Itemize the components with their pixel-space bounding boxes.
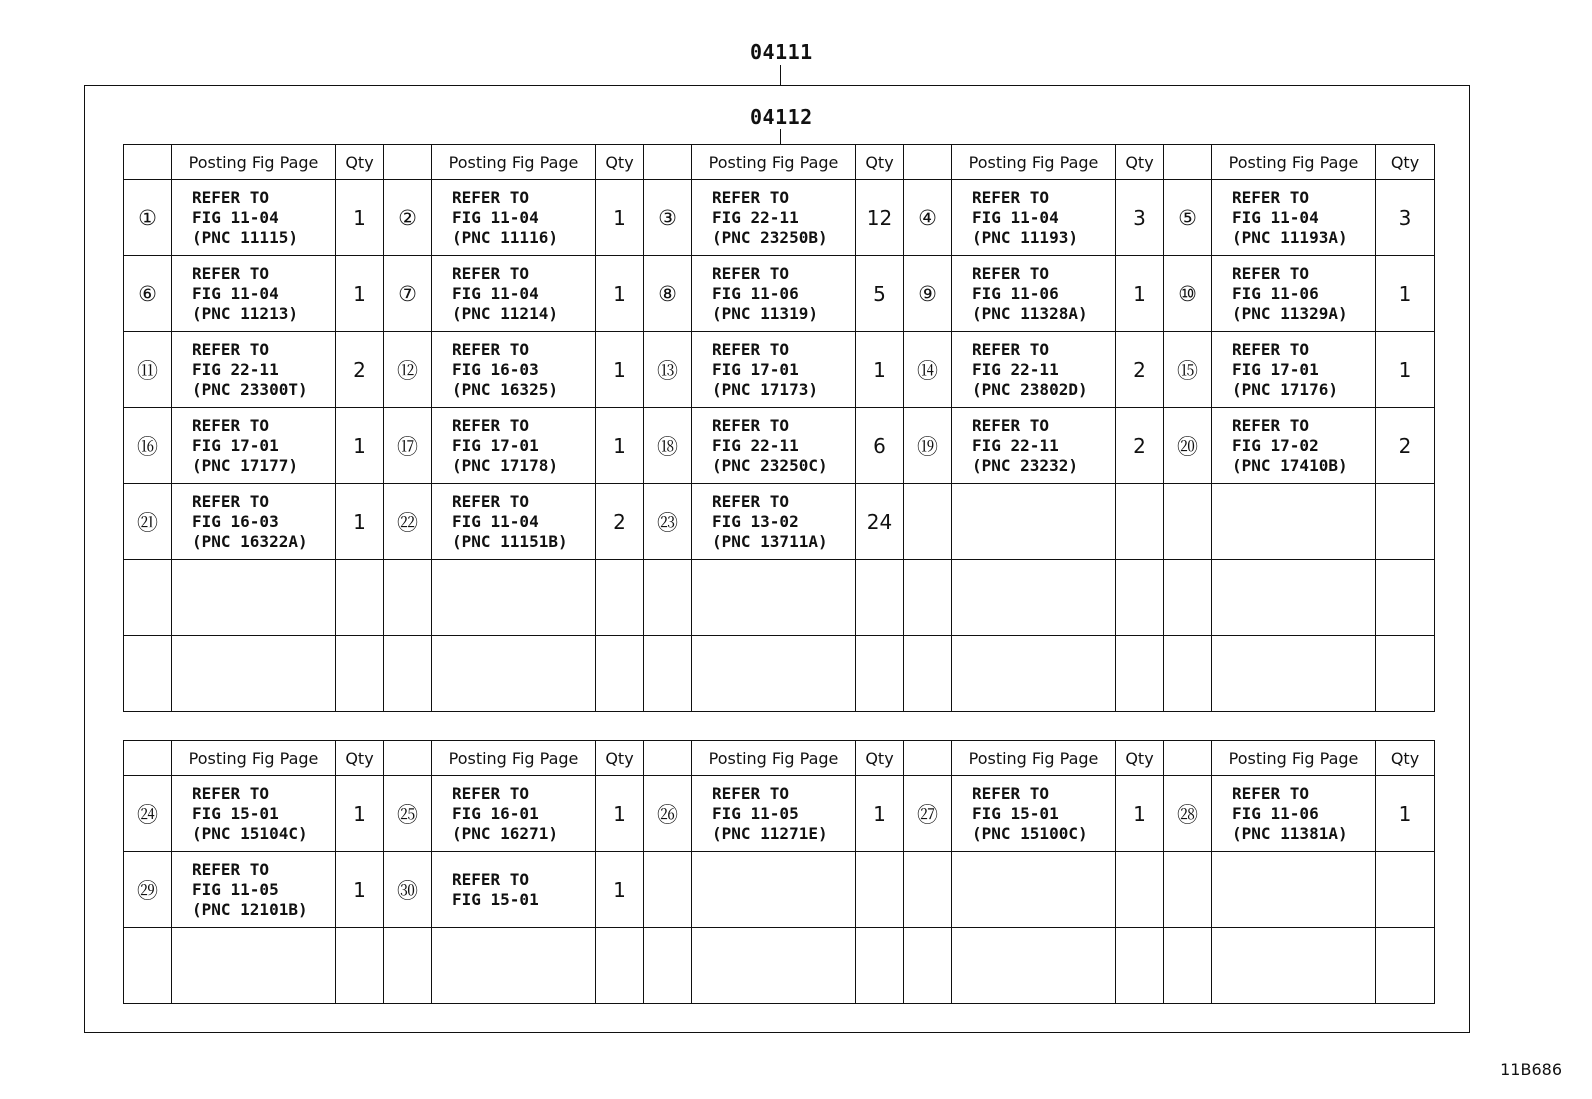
reference-line: (PNC 17177)	[192, 455, 298, 475]
reference-line: (PNC 11115)	[192, 227, 298, 247]
quantity: 1	[336, 484, 384, 560]
posting-reference	[952, 332, 1116, 408]
ref-number: ⑧	[644, 256, 692, 332]
posting-reference	[172, 256, 336, 332]
posting-reference	[692, 852, 856, 928]
reference-line: FIG 15-01	[192, 803, 279, 823]
quantity: 1	[336, 408, 384, 484]
reference-line: FIG 11-06	[712, 283, 799, 303]
reference-line: (PNC 17176)	[1232, 379, 1338, 399]
quantity: 1	[596, 180, 644, 256]
ref-number	[904, 560, 952, 636]
quantity: 1	[596, 332, 644, 408]
quantity: 5	[856, 256, 904, 332]
posting-reference	[952, 776, 1116, 852]
reference-line: REFER TO	[972, 339, 1050, 359]
reference-line: (PNC 11329A)	[1232, 303, 1348, 323]
posting-reference	[952, 256, 1116, 332]
quantity	[1116, 560, 1164, 636]
quantity	[1376, 484, 1435, 560]
quantity	[856, 852, 904, 928]
reference-line: FIG 17-02	[1232, 435, 1319, 455]
reference-line: FIG 11-06	[1232, 283, 1319, 303]
ref-number	[124, 560, 172, 636]
ref-number: ⑩	[1164, 256, 1212, 332]
quantity	[1376, 560, 1435, 636]
reference-line: REFER TO	[452, 339, 530, 359]
posting-reference	[952, 180, 1116, 256]
posting-reference	[172, 332, 336, 408]
ref-number: ②	[384, 180, 432, 256]
header-ref-blank	[384, 145, 432, 180]
reference-line: FIG 16-03	[452, 359, 539, 379]
quantity: 1	[1376, 776, 1435, 852]
reference-line: (PNC 17173)	[712, 379, 818, 399]
reference-line: REFER TO	[1232, 263, 1310, 283]
reference-line: (PNC 23250B)	[712, 227, 828, 247]
posting-reference	[692, 776, 856, 852]
posting-reference	[1212, 408, 1376, 484]
ref-number	[384, 560, 432, 636]
posting-reference	[1212, 180, 1376, 256]
table-row	[124, 560, 1435, 636]
ref-number: ⑱	[644, 408, 692, 484]
header-posting-fig-page: Posting Fig Page	[432, 741, 596, 776]
ref-number: ⑨	[904, 256, 952, 332]
posting-reference	[432, 636, 596, 712]
reference-line: REFER TO	[1232, 783, 1310, 803]
ref-number: ⑫	[384, 332, 432, 408]
reference-line: (PNC 11116)	[452, 227, 558, 247]
posting-reference	[1212, 484, 1376, 560]
quantity	[1376, 636, 1435, 712]
posting-reference	[432, 776, 596, 852]
reference-line: (PNC 15100C)	[972, 823, 1088, 843]
quantity	[596, 636, 644, 712]
ref-number: ⑪	[124, 332, 172, 408]
posting-reference	[1212, 776, 1376, 852]
ref-number: ⑮	[1164, 332, 1212, 408]
header-ref-blank	[644, 145, 692, 180]
quantity: 3	[1116, 180, 1164, 256]
quantity	[336, 636, 384, 712]
reference-line: REFER TO	[452, 187, 530, 207]
ref-number	[904, 928, 952, 1004]
figure-code: 11B686	[1500, 1060, 1562, 1079]
reference-line: (PNC 11381A)	[1232, 823, 1348, 843]
header-ref-blank	[644, 741, 692, 776]
reference-line: REFER TO	[192, 491, 270, 511]
reference-line: REFER TO	[972, 187, 1050, 207]
ref-number: ㉕	[384, 776, 432, 852]
header-qty: Qty	[336, 741, 384, 776]
reference-line: REFER TO	[1232, 187, 1310, 207]
reference-line: (PNC 16271)	[452, 823, 558, 843]
quantity	[856, 928, 904, 1004]
reference-line: (PNC 15104C)	[192, 823, 308, 843]
reference-line: FIG 11-04	[452, 283, 539, 303]
ref-number	[644, 928, 692, 1004]
reference-line: REFER TO	[452, 491, 530, 511]
quantity: 1	[336, 852, 384, 928]
posting-reference	[692, 332, 856, 408]
reference-line: FIG 22-11	[712, 207, 799, 227]
reference-line: (PNC 11213)	[192, 303, 298, 323]
posting-reference	[692, 636, 856, 712]
reference-line: FIG 13-02	[712, 511, 799, 531]
ref-number: ㉔	[124, 776, 172, 852]
header-posting-fig-page: Posting Fig Page	[172, 145, 336, 180]
ref-number	[1164, 484, 1212, 560]
posting-reference	[1212, 256, 1376, 332]
quantity: 2	[1116, 408, 1164, 484]
ref-number	[124, 928, 172, 1004]
quantity	[1116, 928, 1164, 1004]
quantity: 3	[1376, 180, 1435, 256]
posting-reference	[432, 560, 596, 636]
reference-line: REFER TO	[712, 187, 790, 207]
quantity	[336, 928, 384, 1004]
posting-reference	[952, 852, 1116, 928]
reference-line: REFER TO	[452, 783, 530, 803]
header-ref-blank	[1164, 741, 1212, 776]
posting-reference	[172, 180, 336, 256]
ref-number	[644, 560, 692, 636]
reference-line: (PNC 23250C)	[712, 455, 828, 475]
header-posting-fig-page: Posting Fig Page	[172, 741, 336, 776]
quantity: 2	[1376, 408, 1435, 484]
header-ref-blank	[904, 145, 952, 180]
reference-line: FIG 17-01	[1232, 359, 1319, 379]
ref-number: ㉚	[384, 852, 432, 928]
posting-reference	[952, 484, 1116, 560]
posting-reference	[1212, 560, 1376, 636]
posting-reference	[432, 180, 596, 256]
header-qty: Qty	[1116, 145, 1164, 180]
reference-line: FIG 17-01	[192, 435, 279, 455]
reference-line: REFER TO	[1232, 415, 1310, 435]
header-ref-blank	[124, 145, 172, 180]
quantity: 2	[336, 332, 384, 408]
reference-line: REFER TO	[712, 339, 790, 359]
reference-line: FIG 22-11	[972, 435, 1059, 455]
ref-number: ㉓	[644, 484, 692, 560]
ref-number: ㉑	[124, 484, 172, 560]
reference-line: FIG 22-11	[972, 359, 1059, 379]
reference-line: FIG 17-01	[712, 359, 799, 379]
reference-line: (PNC 23300T)	[192, 379, 308, 399]
quantity	[596, 560, 644, 636]
quantity	[856, 560, 904, 636]
ref-number	[1164, 852, 1212, 928]
reference-line: FIG 11-06	[972, 283, 1059, 303]
ref-number: ⑲	[904, 408, 952, 484]
quantity	[1376, 928, 1435, 1004]
header-posting-fig-page: Posting Fig Page	[952, 145, 1116, 180]
header-qty: Qty	[596, 741, 644, 776]
header-posting-fig-page: Posting Fig Page	[1212, 145, 1376, 180]
parts-table-lower	[123, 740, 1435, 1004]
quantity	[1116, 852, 1164, 928]
table-row	[124, 776, 1435, 852]
posting-reference	[692, 928, 856, 1004]
posting-reference	[952, 636, 1116, 712]
reference-line: (PNC 11319)	[712, 303, 818, 323]
reference-line: FIG 11-05	[712, 803, 799, 823]
posting-reference	[692, 256, 856, 332]
reference-line: REFER TO	[452, 869, 530, 889]
quantity: 1	[596, 852, 644, 928]
posting-reference	[432, 256, 596, 332]
table-row	[124, 484, 1435, 560]
ref-number	[124, 636, 172, 712]
posting-reference	[692, 484, 856, 560]
ref-number: ①	[124, 180, 172, 256]
reference-line: REFER TO	[452, 415, 530, 435]
header-qty: Qty	[1376, 741, 1435, 776]
reference-line: FIG 11-05	[192, 879, 279, 899]
header-qty: Qty	[856, 145, 904, 180]
quantity: 1	[596, 408, 644, 484]
posting-reference	[1212, 636, 1376, 712]
table-row	[124, 256, 1435, 332]
header-posting-fig-page: Posting Fig Page	[1212, 741, 1376, 776]
reference-line: (PNC 12101B)	[192, 899, 308, 919]
ref-number	[1164, 928, 1212, 1004]
quantity: 6	[856, 408, 904, 484]
ref-number	[1164, 560, 1212, 636]
header-ref-blank	[904, 741, 952, 776]
quantity	[596, 928, 644, 1004]
ref-number	[1164, 636, 1212, 712]
reference-line: REFER TO	[972, 783, 1050, 803]
posting-reference	[172, 560, 336, 636]
quantity: 1	[336, 180, 384, 256]
reference-line: FIG 15-01	[452, 889, 539, 909]
header-qty: Qty	[596, 145, 644, 180]
ref-number	[384, 636, 432, 712]
ref-number: ⑯	[124, 408, 172, 484]
quantity	[1376, 852, 1435, 928]
posting-reference	[1212, 332, 1376, 408]
reference-line: (PNC 11193)	[972, 227, 1078, 247]
posting-reference	[432, 332, 596, 408]
header-ref-blank	[1164, 145, 1212, 180]
header-qty: Qty	[1116, 741, 1164, 776]
reference-line: REFER TO	[712, 491, 790, 511]
header-qty: Qty	[1376, 145, 1435, 180]
posting-reference	[952, 560, 1116, 636]
header-posting-fig-page: Posting Fig Page	[432, 145, 596, 180]
table-header-row	[124, 741, 1435, 776]
table-row	[124, 636, 1435, 712]
reference-line: (PNC 11151B)	[452, 531, 568, 551]
reference-line: (PNC 17178)	[452, 455, 558, 475]
reference-line: FIG 17-01	[452, 435, 539, 455]
posting-reference	[952, 408, 1116, 484]
reference-line: FIG 11-04	[452, 207, 539, 227]
quantity: 1	[856, 776, 904, 852]
quantity: 1	[596, 776, 644, 852]
posting-reference	[432, 408, 596, 484]
reference-line: (PNC 11328A)	[972, 303, 1088, 323]
reference-line: REFER TO	[972, 263, 1050, 283]
reference-line: REFER TO	[192, 263, 270, 283]
reference-line: REFER TO	[192, 339, 270, 359]
quantity: 2	[1116, 332, 1164, 408]
ref-number	[644, 852, 692, 928]
quantity: 1	[1116, 256, 1164, 332]
ref-number: ③	[644, 180, 692, 256]
quantity	[1116, 636, 1164, 712]
posting-reference	[172, 484, 336, 560]
reference-line: (PNC 23232)	[972, 455, 1078, 475]
inner-assembly-label: 04112	[750, 105, 813, 129]
reference-line: FIG 22-11	[192, 359, 279, 379]
posting-reference	[692, 408, 856, 484]
reference-line: (PNC 11214)	[452, 303, 558, 323]
quantity: 1	[856, 332, 904, 408]
ref-number	[384, 928, 432, 1004]
header-posting-fig-page: Posting Fig Page	[952, 741, 1116, 776]
reference-line: (PNC 13711A)	[712, 531, 828, 551]
ref-number	[904, 852, 952, 928]
posting-reference	[172, 776, 336, 852]
quantity: 1	[336, 256, 384, 332]
quantity: 24	[856, 484, 904, 560]
inner-leader-line	[780, 129, 781, 145]
header-posting-fig-page: Posting Fig Page	[692, 741, 856, 776]
reference-line: (PNC 16322A)	[192, 531, 308, 551]
posting-reference	[692, 180, 856, 256]
reference-line: (PNC 11193A)	[1232, 227, 1348, 247]
reference-line: REFER TO	[452, 263, 530, 283]
posting-reference	[692, 560, 856, 636]
ref-number: ⑦	[384, 256, 432, 332]
quantity: 2	[596, 484, 644, 560]
ref-number: ㉙	[124, 852, 172, 928]
reference-line: FIG 16-01	[452, 803, 539, 823]
reference-line: FIG 11-06	[1232, 803, 1319, 823]
posting-reference	[1212, 852, 1376, 928]
reference-line: REFER TO	[712, 263, 790, 283]
header-ref-blank	[124, 741, 172, 776]
table-row	[124, 332, 1435, 408]
reference-line: FIG 16-03	[192, 511, 279, 531]
table-row	[124, 852, 1435, 928]
ref-number	[904, 484, 952, 560]
reference-line: REFER TO	[712, 783, 790, 803]
header-qty: Qty	[336, 145, 384, 180]
reference-line: REFER TO	[192, 783, 270, 803]
ref-number: ㉘	[1164, 776, 1212, 852]
reference-line: REFER TO	[192, 859, 270, 879]
posting-reference	[432, 852, 596, 928]
reference-line: FIG 11-04	[1232, 207, 1319, 227]
ref-number: ⑳	[1164, 408, 1212, 484]
posting-reference	[432, 484, 596, 560]
ref-number: ⑭	[904, 332, 952, 408]
reference-line: FIG 11-04	[452, 511, 539, 531]
header-posting-fig-page: Posting Fig Page	[692, 145, 856, 180]
posting-reference	[1212, 928, 1376, 1004]
reference-line: (PNC 16325)	[452, 379, 558, 399]
reference-line: REFER TO	[192, 187, 270, 207]
ref-number: ㉒	[384, 484, 432, 560]
ref-number: ㉖	[644, 776, 692, 852]
quantity: 1	[1376, 332, 1435, 408]
quantity	[336, 560, 384, 636]
quantity	[856, 636, 904, 712]
posting-reference	[172, 408, 336, 484]
reference-line: (PNC 11271E)	[712, 823, 828, 843]
posting-reference	[432, 928, 596, 1004]
quantity: 1	[1116, 776, 1164, 852]
header-ref-blank	[384, 741, 432, 776]
parts-table-upper	[123, 144, 1435, 712]
quantity: 1	[336, 776, 384, 852]
posting-reference	[172, 636, 336, 712]
ref-number	[904, 636, 952, 712]
table-row	[124, 180, 1435, 256]
table-header-row	[124, 145, 1435, 180]
reference-line: FIG 11-04	[972, 207, 1059, 227]
reference-line: REFER TO	[972, 415, 1050, 435]
reference-line: FIG 11-04	[192, 283, 279, 303]
table-row	[124, 408, 1435, 484]
outer-leader-line	[780, 65, 781, 86]
quantity	[1116, 484, 1164, 560]
reference-line: FIG 11-04	[192, 207, 279, 227]
reference-line: REFER TO	[192, 415, 270, 435]
ref-number: ⑤	[1164, 180, 1212, 256]
header-qty: Qty	[856, 741, 904, 776]
ref-number: ㉗	[904, 776, 952, 852]
ref-number: ⑬	[644, 332, 692, 408]
reference-line: (PNC 17410B)	[1232, 455, 1348, 475]
ref-number: ⑥	[124, 256, 172, 332]
reference-line: REFER TO	[1232, 339, 1310, 359]
outer-assembly-label: 04111	[750, 40, 813, 64]
quantity: 1	[596, 256, 644, 332]
posting-reference	[172, 928, 336, 1004]
posting-reference	[172, 852, 336, 928]
reference-line: REFER TO	[712, 415, 790, 435]
table-row	[124, 928, 1435, 1004]
ref-number	[644, 636, 692, 712]
quantity: 1	[1376, 256, 1435, 332]
ref-number: ④	[904, 180, 952, 256]
quantity: 12	[856, 180, 904, 256]
ref-number: ⑰	[384, 408, 432, 484]
posting-reference	[952, 928, 1116, 1004]
reference-line: FIG 22-11	[712, 435, 799, 455]
reference-line: (PNC 23802D)	[972, 379, 1088, 399]
reference-line: FIG 15-01	[972, 803, 1059, 823]
